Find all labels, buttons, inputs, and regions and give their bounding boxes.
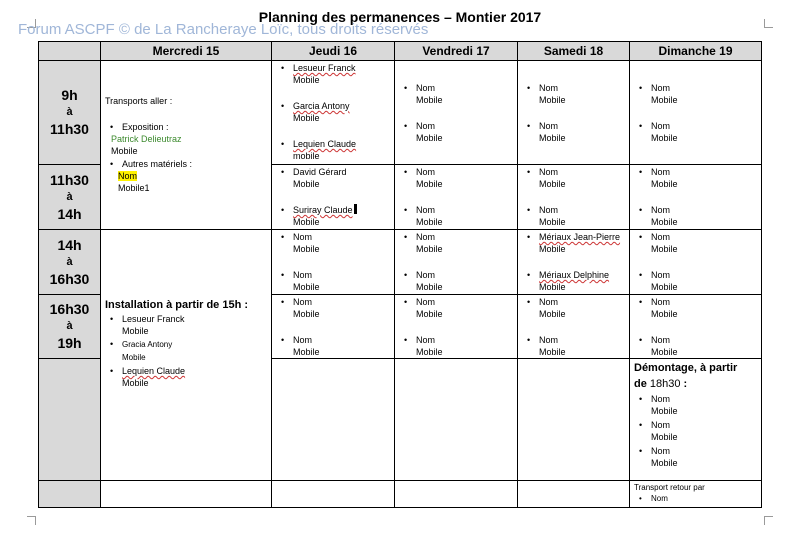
list-item: • Nom Mobile: [522, 120, 629, 144]
list-item: • Nom Mobile: [522, 204, 629, 228]
list-item: • Nom Mobile: [522, 82, 629, 106]
list-item: • Gracia Antony Mobile: [105, 338, 271, 364]
list-item: • Nom Mobile: [276, 296, 394, 320]
list-item: • Mériaux Jean-Pierre Mobile: [522, 231, 629, 255]
time-end: 14h: [57, 205, 82, 222]
cell-samedi-slot-1: [517, 60, 630, 165]
header-dimanche: Dimanche 19: [629, 41, 762, 61]
list-item: • Nom Mobile: [634, 204, 761, 228]
time-sep: à: [66, 255, 73, 268]
time-sep: à: [66, 190, 73, 203]
expo-mobile: Mobile: [111, 146, 138, 156]
list-item: • Lequien Claude mobile: [276, 138, 394, 162]
time-end: 16h30: [49, 270, 90, 287]
cell-jeudi-slot-1: [271, 60, 395, 165]
time-slot-3: [38, 229, 101, 295]
list-item: • Nom Mobile: [276, 334, 394, 358]
cell-mercredi-morning: [100, 60, 272, 230]
cell-jeudi-slot-2: [271, 164, 395, 230]
list-item: • Nom Mobile: [399, 204, 517, 228]
cell-dimanche-slot-3: [629, 229, 762, 295]
header-corner: [38, 41, 101, 61]
header-samedi: Samedi 18: [517, 41, 630, 61]
time-slot-empty-6: [38, 480, 101, 508]
demontage-time-line: de 18h30 :: [634, 378, 688, 390]
list-item: • Nom Mobile: [399, 334, 517, 358]
cell-dimanche-retour: [629, 480, 762, 508]
list-item: • Lesueur Franck Mobile: [276, 62, 394, 86]
time-start: 9h: [61, 87, 78, 103]
cell-samedi-empty-5: [517, 358, 630, 481]
list-item: • Nom Mobile: [522, 334, 629, 358]
list-item: • Garcia Antony Mobile: [276, 100, 394, 124]
cell-vendredi-empty-6: [394, 480, 518, 508]
list-item: • Mériaux Delphine Mobile: [522, 269, 629, 293]
list-item: • Nom Mobile: [399, 296, 517, 320]
cell-vendredi-slot-3: [394, 229, 518, 295]
demontage-label: Démontage, à partir: [634, 362, 738, 374]
list-item: • Nom Mobile: [522, 166, 629, 190]
list-item: • David Gérard Mobile: [276, 166, 394, 190]
crop-mark-bottom-left: [27, 516, 36, 525]
cell-vendredi-empty-5: [394, 358, 518, 481]
cell-samedi-slot-2: [517, 164, 630, 230]
cell-jeudi-slot-3: [271, 229, 395, 295]
list-item: • Nom Mobile: [399, 82, 517, 106]
time-end: 11h30: [50, 121, 89, 137]
time-sep: à: [66, 320, 73, 332]
list-item: • Nom Mobile: [634, 445, 761, 469]
text-cursor: [354, 204, 357, 214]
time-slot-1: [38, 60, 101, 165]
list-item: • Nom Mobile: [634, 82, 761, 106]
autres-mobile: Mobile1: [118, 183, 150, 193]
autres-person: Nom: [118, 171, 138, 181]
cell-dimanche-demontage: [629, 358, 762, 481]
time-slot-empty-5: [38, 358, 101, 481]
cell-vendredi-slot-1: [394, 60, 518, 165]
list-item: • Nom Mobile: [634, 120, 761, 144]
cell-mercredi-afternoon: [100, 229, 272, 481]
list-item: • Nom Mobile: [634, 296, 761, 320]
list-item: • Nom Mobile: [399, 120, 517, 144]
list-item: • Nom Mobile: [634, 419, 761, 443]
list-item: • Suriray Claude Mobile: [276, 204, 394, 228]
list-item: • Nom Mobile: [399, 231, 517, 255]
cell-jeudi-slot-4: [271, 294, 395, 359]
cell-samedi-empty-6: [517, 480, 630, 508]
list-item: • Autres matériels :: [105, 158, 271, 170]
cell-samedi-slot-4: [517, 294, 630, 359]
list-item: • Lesueur Franck Mobile: [105, 313, 271, 337]
cell-samedi-slot-3: [517, 229, 630, 295]
list-item: • Nom Mobile: [634, 269, 761, 293]
transports-label: Transports aller :: [105, 96, 173, 106]
header-vendredi: Vendredi 17: [394, 41, 518, 61]
time-start: 16h30: [49, 301, 90, 317]
cell-vendredi-slot-2: [394, 164, 518, 230]
watermark: Forum ASCPF © de La Rancheraye Loïc, tous droits réservés: [18, 21, 429, 38]
installation-label: Installation à partir de 15h :: [105, 299, 249, 311]
crop-mark-bottom-right: [764, 516, 773, 525]
cell-dimanche-slot-1: [629, 60, 762, 165]
header-jeudi: Jeudi 16: [271, 41, 395, 61]
page-title: Planning des permanences – Montier 2017: [258, 9, 542, 25]
time-start: 11h30: [50, 171, 89, 188]
header-mercredi: Mercredi 15: [100, 41, 272, 61]
time-sep: à: [66, 106, 73, 118]
expo-person: Patrick Delieutraz: [111, 134, 182, 144]
list-item: • Nom Mobile: [522, 296, 629, 320]
list-item: • Nom Mobile: [276, 269, 394, 293]
list-item: • Nom Mobile: [276, 231, 394, 255]
time-slot-4: [38, 294, 101, 359]
list-item: • Nom Mobile: [634, 166, 761, 190]
list-item: • Nom Mobile: [399, 166, 517, 190]
time-start: 14h: [57, 236, 82, 253]
time-end: 19h: [57, 335, 82, 351]
list-item: • Nom Mobile: [634, 334, 761, 358]
list-item: • Lequien Claude Mobile: [105, 365, 271, 389]
list-item: • Nom Mobile: [634, 393, 761, 417]
list-item: • Nom Mobile: [399, 269, 517, 293]
list-item: • Nom Mobile: [634, 231, 761, 255]
cell-dimanche-slot-2: [629, 164, 762, 230]
cell-jeudi-empty-5: [271, 358, 395, 481]
cell-jeudi-empty-6: [271, 480, 395, 508]
cell-mercredi-empty: [100, 480, 272, 508]
list-item: • Exposition :: [105, 121, 271, 133]
time-slot-2: [38, 164, 101, 230]
cell-dimanche-slot-4: [629, 294, 762, 359]
list-item: • Nom: [634, 493, 761, 504]
cell-vendredi-slot-4: [394, 294, 518, 359]
retour-label: Transport retour par: [634, 483, 705, 492]
